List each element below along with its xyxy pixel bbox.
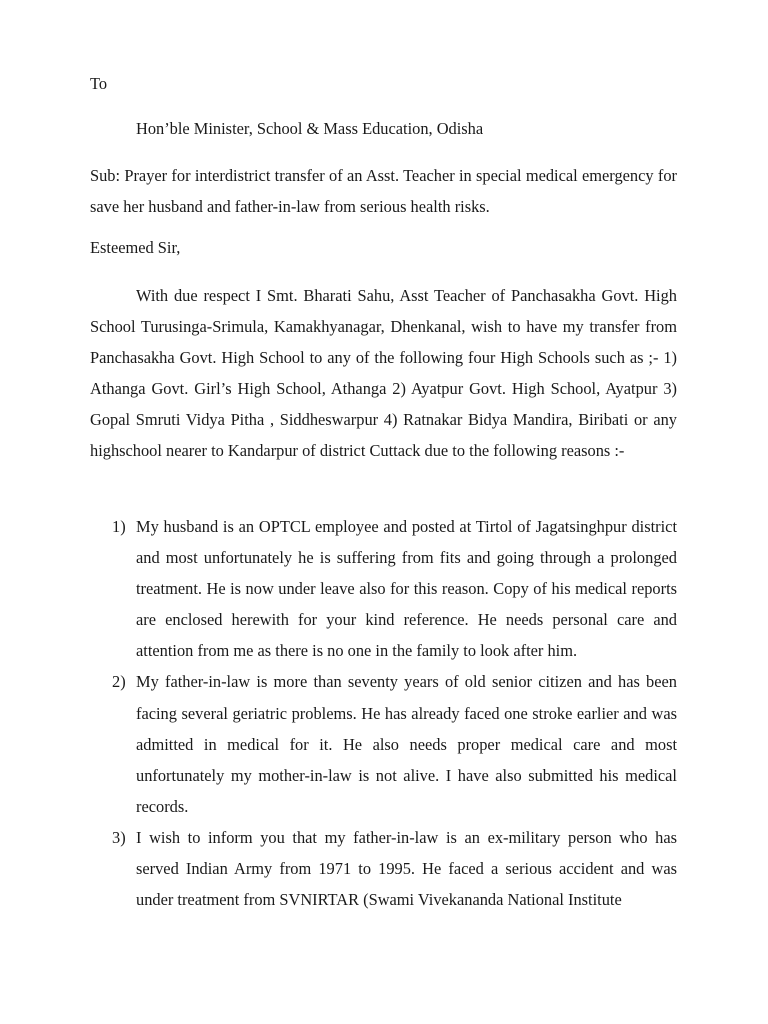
reason-number: 3) [112,827,126,847]
reasons-list [90,511,677,915]
recipient-line: Hon’ble Minister, School & Mass Education, Odisha [136,119,484,138]
reason-text: My father-in-law is more than seventy years of old senior citizen and has been facing several geriatric problems. He has already faced one stroke earlier and was admitted in medical for it. He also needs proper medical care and most unfortunately my mother-in-law is not alive. I have also submitted his medical records. [136,672,677,816]
subject-line: Sub: Prayer for interdistrict transfer of an Asst. Teacher in special medical emergency for save her husband and father-in-law from serious health risks. [90,166,677,216]
reason-item [90,822,677,915]
reason-item [90,666,677,821]
reason-text: I wish to inform you that my father-in-law is an ex-military person who has served Indian Army from 1971 to 1995. He faced a serious accident and was under treatment from SVNIRTAR (Swami Vivekananda National Institute [136,827,677,910]
reason-number: 1) [112,517,126,536]
reason-text: My husband is an OPTCL employee and posted at Tirtol of Jagatsinghpur district and most unfortunately he is suffering from fits and going through a prolonged treatment. He is now under leave also for this reason. Copy of his medical reports are enclosed herewith for your kind reference. He needs personal care and attention from me as there is no one in the family to look after him. [136,517,677,661]
body-paragraph: With due respect I Smt. Bharati Sahu, Asst Teacher of Panchasakha Govt. High School Turusinga-Srimula, Kamakhyanagar, Dhenkanal, wish to have my transfer from Panchasakha Govt. High School to any of the following four High Schools such as ;- 1) Athanga Govt. Girl’s High School, Athanga 2) Ayatpur Govt. High School, Ayatpur 3) Gopal Smruti Vidya Pitha , Siddheswarpur 4) Ratnakar Bidya Mandira, Biribati or any highschool nearer to Kandarpur of district Cuttack due to the following reasons :- [90,286,677,461]
salutation: Esteemed Sir, [90,238,181,257]
to-line: To [90,74,108,93]
reason-item [90,511,677,666]
reason-number: 2) [112,672,126,692]
